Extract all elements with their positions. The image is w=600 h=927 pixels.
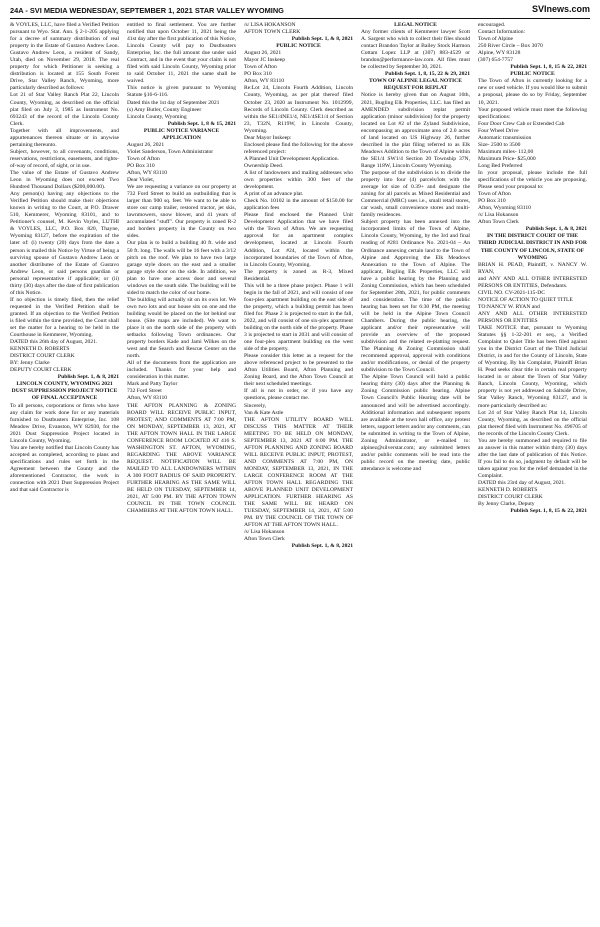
notice-paragraph: and ANY AND ALL OTHER INTERESTED PERSONS OR ENTITIES, Defendants.: [478, 275, 587, 289]
notice-paragraph: If all is not in order, or if you have any questions, please contact me.: [244, 388, 353, 402]
notice-paragraph: Notice is hereby given that on August 16th, 2021, Bugling Elk Properties, LLC. has filed an AMENDED subdivision replat permit application (minor subdivision) for the property located on Lot #2 of the Zyland Subdivision, encompassing an approximate area of 2.0 acres of land located on US Highway 26, further described in the plat filing referred to as Elk Meadows Addition to the Town of Alpine within the SE1/4 SW1/4 Section 20 Township 37N, Range 118W, Lincoln County Wyoming.: [361, 92, 470, 169]
notice-paragraph: Van & Kate Astle: [244, 409, 284, 416]
notice-paragraph: Publish Sept. 1, & 8, 2021: [57, 374, 119, 381]
notice-paragraph: Afton, WY 83110: [127, 169, 168, 176]
notice-paragraph: Ownership Deed.: [244, 162, 284, 169]
notice-paragraph: /s/ Lisa Hokanson: [478, 212, 519, 219]
notice-paragraph: Size- 2500 to 3500: [478, 141, 521, 148]
notice-paragraph: The Alpine Town Council will hold a public hearing thirty (30) days after the Planning & Zoning Commission public hearing. Alpine Town Council's Public Hearing date will be announced and will be advertised accordingly. Additional information and subsequent reports are available at the town hall office, any protest letters, support letters and/or any comments, can be submitted in writing to the Town of Alpine, Zoning Administrator, or e-mailed to: alpinez@silverstar.com; any submitted letters and/or public comments will be read into the public record on the meeting date, public attendance is welcome and: [361, 374, 470, 472]
notice-paragraph: IN THE DISTRICT COURT OF THE THIRD JUDICIAL DISTRICT IN AND FOR THE COUNTY OF LINCOLN, STATE OF WYOMING: [478, 233, 587, 261]
notice-paragraph: DISTRICT COURT CLERK: [10, 353, 75, 360]
column-2: [127, 22, 236, 922]
notice-paragraph: Afton Town Clerk: [478, 219, 519, 226]
notice-paragraph: entitled to final settlement. You are further notified that upon October 11, 2021 being the 41st day after the first publication of this Notice, Lincoln County will pay to Dustbusters Enterprise, Inc. the full amount due under said Contract, and in the event that your claim is not filed with said Lincoln County, Wyoming prior to said October 11, 2021 the same shall be waived.: [127, 22, 236, 85]
notice-paragraph: Your proposed vehicle must meet the following specifications:: [478, 106, 587, 120]
notice-paragraph: Mark and Patty Taylor: [127, 381, 178, 388]
legal-notices-page: [10, 22, 590, 922]
notice-paragraph: PO Box 310: [244, 71, 272, 78]
notice-paragraph: We are requesting a variance on our property at 732 Ford Street to build an outbuilding that is larger than 900 sq. feet. We want to be able to store our camp trailer, restored tractor, jet skis, lawnmowers, snow blower, and 41 years of accumulated "stuff". Our property is zoned R-2 and borders property in the County on two sides.: [127, 184, 236, 240]
page-header: [10, 4, 590, 18]
notice-paragraph: BY: Jenny Clarke: [10, 360, 50, 367]
notice-paragraph: DISTRICT COURT CLERK: [478, 494, 543, 501]
page-label: 24A - SVI MEDIA WEDNESDAY, SEPTEMBER 1, 2021 STAR VALLEY WYOMING: [10, 6, 284, 15]
notice-paragraph: Lot 24 of Star Valley Ranch Plat 14, Lincoln County, Wyoming, as described on the official plat thereof filed with Instrument No. 496705 of the records of the Lincoln County Clerk.: [478, 409, 587, 437]
notice-paragraph: Town of Alpine: [478, 36, 514, 43]
notice-paragraph: BRIAN H. PEAD, Plaintiff, v. NANCY W. RYAN,: [478, 261, 587, 275]
notice-paragraph: 732 Ford Street: [127, 388, 162, 395]
notice-paragraph: The building will actually sit on its own lot. We own two lots and our house sits on one and the building would be placed on the lot behind our house. (Site maps are included). We want to place it on the north side of the property with setbacks following Town ordinances. Our property borders Kade and Jami Wilkes on the west and the Search and Rescue Center on the north.: [127, 296, 236, 360]
notice-paragraph: & VOYLES, LLC, have filed a Verified Petition pursuant to Wyo. Stat. Ann. § 2-1-205 applying for a decree of summary distribution of real property in the Estate of Gustavo Andrew Leon. Gustavo Andrew Leon, a resident of Sandy, Utah, died on November 29, 2018. The real property for which Petitioner is seeking a distribution is located at 155 South Forest Drive, Star Valley Ranch, Wyoming, more particularly described as follows:: [10, 22, 119, 92]
notice-paragraph: A print of an advance plat.: [244, 191, 304, 198]
notice-paragraph: Lot 21 of Star Valley Ranch Plat 22, Lincoln County, Wyoming, as described on the official plat filed on July 3, 1985 as Instrument No. 693243 of the record of the Lincoln County Clerk.: [10, 92, 119, 127]
notice-paragraph: Any person(s) having any objections to the Verified Petition should make their objections known in writing to the Court, at P.O. Drawer 510, Kemmerer, Wyoming 83101, and to Petitioner's counsel, M. Kevin Voyles, LUTHI & VOYLES, LLC, P.O. Box 820, Thayne, Wyoming 83127, before the expiration of the later of: (i) twenty (20) days from the date a person is mailed this Notice by Virtue of being a surviving spouse of Gustavo Andrew Leon or another distributee of the Estate of Gustavo Andrew Leon, or said persons guardian or personal representative if applicable; or (ii) thirty (30) days after the date of first publication of this Notice.: [10, 191, 119, 296]
notice-paragraph: Four Wheel Drive: [478, 127, 519, 134]
notice-paragraph: Mayor JC Inskeep: [244, 57, 286, 64]
notice-paragraph: Publish Sept. 1, & 8, 2021: [525, 226, 587, 233]
notice-paragraph: All of the documents from the application are included. Thanks for your help and consideration in this matter.: [127, 360, 236, 381]
notice-paragraph: The property is zoned as R-3, Mixed Residential.: [244, 268, 353, 282]
notice-paragraph: THE AFTON UTILITY BOARD WILL DISCUSS THIS MATTER AT THEIR MEETING TO BE HELD ON MONDAY, SEPTEMBER 13, 2021 AT 6:00 PM. THE AFTON PLANNING AND ZONING BOARD WILL RECEIVE PUBLIC INPUT, PROTEST, AND COMMENTS AT 7:00 PM, ON MONDAY, SEPTEMBER 13, 2021, IN THE LARGE CONFERENCE ROOM AT THE AFTON TOWN HALL REGARDING THE ABOVE PLANNED UNIT DEVELOPMENT APPLICATION. FURTHER HEARING AS THE SAME WILL BE HEARD ON TUESDAY, SEPTEMBER 14, 2021, AT 5:00 PM. BY THE COUNCIL OF THE TOWN OF AFTON AT THE AFTON TOWN HALL.: [244, 416, 353, 529]
notice-paragraph: Dear Mayor Inskeep:: [244, 134, 292, 141]
notice-paragraph: /s/ Lisa Hokanson: [244, 529, 285, 536]
notice-paragraph: This will be a three phase project. Phase 1 will begin in the fall of 2021, and will consist of one four-plex apartment building on the east side of the property, which a building permit has been filed for. Phase 2 is projected to start in the fall, 2022, and will consist of one six-plex apartment building on the north side of the property. Phase 3 is projected to start in 2031 and will consist of one four-plex apartment building on the west side of the property.: [244, 282, 353, 353]
notice-paragraph: Lincoln County, Wyoming: [127, 113, 187, 120]
notice-paragraph: /s/ LISA HOKANSON: [244, 22, 296, 28]
notice-paragraph: If no objection is timely filed, then the relief requested in the Verified Petition shall be granted. If an objection to the Verified Petition is filed within the time provided, the Court shall set the matter for a hearing to be held in the Courthouse in Kemmerer, Wyoming.: [10, 296, 119, 339]
notice-paragraph: (s) Amy Butler, County Engineer: [127, 106, 202, 113]
notice-paragraph: The purpose of the subdivision is to divide the property into four (4) parcels/lots with the average lot size of 0.39+ and designate the zoning for all parcels as Mixed Residential and Commercial (MRC) uses i.e., small retail stores, car wash, small convenience stores and multi-family residences.: [361, 169, 470, 219]
notice-paragraph: KENNETH D. ROBERTS: [478, 487, 538, 494]
notice-paragraph: Town of Afton: [478, 191, 511, 198]
notice-paragraph: Dated this the 1st day of September 2021: [127, 99, 220, 106]
notice-paragraph: DATED this 26th day of August, 2021.: [10, 339, 98, 346]
notice-paragraph: PUBLIC NOTICE: [510, 71, 555, 78]
notice-paragraph: August 26, 2021: [127, 141, 165, 148]
notice-paragraph: CIVIL NO. CV-2021-115-DC: [478, 289, 545, 296]
notice-paragraph: KENNETH D. ROBERTS: [10, 346, 70, 353]
notice-paragraph: encouraged.: [478, 22, 506, 28]
notice-paragraph: Afton, Wyoming 83110: [478, 205, 531, 212]
notice-paragraph: Subject, however, to all covenants, conditions, reservations, restrictions, easements, and rights-of-way of record, of sight, or in use.: [10, 148, 119, 169]
notice-paragraph: Please find enclosed the Planned Unit Development Application that we have filed with the Town of Afton. We are requesting approval for an apartment complex development, located at Lincoln Fourth Addition, Lot #24, located within the incorporated boundaries of the Town of Afton, in Lincoln County, Wyoming.: [244, 212, 353, 268]
notice-paragraph: Our plan is to build a building 40 ft. wide and 50 ft. long. The walls will be 16 feet with a 3/12 pitch on the roof. We plan to have two large garage style doors on the east and a smaller garage style door on the side. In addition, we plan to have one access door and several windows on the south side. The building will be sided to match the color of our home.: [127, 240, 236, 296]
notice-paragraph: You are hereby notified that Lincoln County has accepted as completed, according to plans and specifications and rules set forth in the Agreement between the County and the aforementioned Contractor, the work in connection with 2021 Dust Suppression Project and that said Contractor is: [10, 444, 119, 494]
notice-paragraph: PUBLIC NOTICE: [276, 43, 321, 50]
notice-paragraph: ANY AND ALL OTHER INTERESTED PERSONS OR ENTITIES: [478, 310, 587, 324]
notice-paragraph: Town of Afton: [244, 64, 277, 71]
notice-paragraph: DEPUTY COURT CLERK: [10, 367, 72, 374]
notice-paragraph: Publish Sept. 1, 8, 15 & 22, 2021: [510, 508, 587, 515]
notice-paragraph: Contact Information:: [478, 29, 526, 36]
notice-paragraph: Publish Sept. 1, & 8, 2021: [291, 36, 353, 43]
notice-paragraph: Maximum miles- 112,00: [478, 148, 534, 155]
notice-paragraph: PO Box 310: [127, 162, 155, 169]
notice-paragraph: Please consider this letter as a request for the above referenced project to be presented to the Afton Utilities Board, Afton Planning and Zoning Board, and the Afton Town Council at their next scheduled meetings.: [244, 353, 353, 388]
notice-paragraph: DATED this 23rd day of August, 2021.: [478, 480, 566, 487]
notice-paragraph: TAKE NOTICE that, pursuant to Wyoming Statutes §§ 1-32-201 et seq., a Verified Complaint to Quiet Title has been filed against you in the District Court of the Third Judicial District, in and for the County of Lincoln, State of Wyoming. By his Complaint, Plaintiff Brian H. Pead seeks clear title in certain real property located in or about the Town of Star Valley Ranch, Lincoln County, Wyoming, which property is not yet addressed on Saltside Drive, Star Valley Ranch, Wyoming 83127, and is more particularly described as:: [478, 325, 587, 409]
notice-paragraph: The value of the Estate of Gustavo Andrew Leon in Wyoming does not exceed Two Hundred Thousand Dollars ($200,000.00).: [10, 169, 119, 191]
notice-paragraph: PUBLIC NOTICE VARIANCE APPLICATION: [143, 127, 220, 141]
notice-paragraph: Enclosed please find the following for the above referenced project:: [244, 141, 353, 155]
site-name: SVInews.com: [531, 4, 590, 14]
notice-paragraph: A list of landowners and mailing addresses who own properties within 300 feet of the development.: [244, 169, 353, 191]
notice-paragraph: Any former clients of Kemmerer lawyer Scott A. Sargent who wish to collect their files should contact Brandon Taylor at Bailey Stock Harmon Cottam Lopez LLP at (307) 883-4529 or brandon@performance-law.com. All files must be collected by September 30, 2021.: [361, 29, 470, 71]
column-4: [361, 22, 470, 922]
notice-paragraph: Together with all improvements, and appurtenances thereon situate or in anywise pertaining thereunto.: [10, 127, 119, 148]
notice-paragraph: Dear Violet,: [127, 177, 155, 184]
notice-paragraph: Alpine, WY 83128: [478, 50, 521, 57]
notice-paragraph: By Jenny Clarke, Deputy: [478, 501, 535, 508]
notice-paragraph: LINCOLN COUNTY, WYOMING 2021 DUST SUPPRESSION PROJECT NOTICE OF FINAL ACCEPTANCE: [11, 381, 118, 402]
notice-paragraph: Publish Sept. 1, 8, 15 & 22, 2021: [510, 64, 587, 71]
notice-paragraph: The Town of Afton is currently looking for a new or used vehicle. If you would like to submit a proposal, please do so by Friday, September 10, 2021.: [478, 78, 587, 106]
notice-paragraph: Afton, WY 83110: [127, 395, 168, 402]
notice-paragraph: PO Box 310: [478, 198, 506, 205]
notice-paragraph: In your proposal, please include the full specifications of the vehicle you are proposing. Please send your proposal to:: [478, 169, 587, 191]
notice-paragraph: Violet Sanderson, Town Administrator: [127, 148, 214, 155]
column-1: [10, 22, 119, 922]
notice-paragraph: Maximum Price- $25,000: [478, 155, 536, 162]
notice-paragraph: TOWN OF ALPINE LEGAL NOTICE REQUEST FOR REPLAT: [369, 78, 462, 92]
notice-paragraph: Subject property has been annexed into the incorporated limits of the Town of Alpine, Lincoln County, Wyoming, by the 3rd and final reading of #281 Ordinance No. 2021-04 – An Ordinance annexing certain land to the Town of Alpine and Approving the Elk Meadows Annexation to the Town of Alpine. The applicant, Bugling Elk Properties, LLC will have a public hearing by the Planning and Zoning Commission, which has been scheduled for September 28th, 2021, for public comments and consideration. The time of the public hearing has been set for 6:30 PM, the meeting will be held in the Alpine Town Council Chambers. During the public hearing, the applicant and/or their representative will provide an overview of the proposed subdivision and the related re-platting request. The Planning & Zoning Commission shall recommend approval, approval with conditions and/or modifications, or denial of the property subdivision to the Town Council.: [361, 219, 470, 374]
notice-paragraph: You are hereby summoned and required to file an answer in this matter within thirty (30) days after the last date of publication of this Notice. If you fail to do so, judgment by default will be taken against you for the relief demanded in the Complaint.: [478, 437, 587, 479]
notice-paragraph: TO:NANCY W. RYAN and: [478, 303, 540, 310]
notice-paragraph: 250 River Circle – Box 3070: [478, 43, 543, 50]
notice-paragraph: AFTON TOWN CLERK: [244, 29, 301, 36]
column-3: [244, 22, 353, 922]
notice-paragraph: LEGAL NOTICE: [394, 22, 437, 28]
notice-paragraph: Town of Afton: [127, 155, 160, 162]
notice-paragraph: Check No. 10102 in the amount of $150.00 for application fees: [244, 198, 353, 212]
notice-paragraph: Publish Sept. 1, 8, 15, 22 & 29, 2021: [384, 71, 470, 78]
notice-paragraph: (307) 654-7757: [478, 57, 513, 64]
notice-paragraph: Automatic transmission: [478, 134, 532, 141]
column-5: [478, 22, 587, 922]
notice-paragraph: Four Door Crew Cab or Extended Cab: [478, 120, 565, 127]
notice-paragraph: Long Bed Preferred: [478, 162, 523, 169]
notice-paragraph: Re:Lot 24, Lincoln Fourth Addition, Lincoln County, Wyoming, as per plat thereof filed October 23, 2020 as Instrument No. 1012999, Records of Lincoln County. Clerk described as within the SE1/4NE1/4, NE1/4SE1/4 of Section 23, T32N, R119W, in Lincoln County, Wyoming.: [244, 85, 353, 134]
header-rule: [10, 18, 590, 19]
notice-paragraph: This notice is given pursuant to Wyoming Statute §16-6-116.: [127, 85, 236, 99]
notice-paragraph: To all persons, corporations or firms who have any claim for work done for or any materials furnished to Dustbusters Enterprise, Inc. 108 Meadow Drive, Evanston, WY 82930, for the 2021 Dust Suppression Project located in Lincoln County, Wyoming.: [10, 402, 119, 444]
notice-paragraph: A Planned Unit Development Application.: [244, 155, 339, 162]
notice-paragraph: August 26, 2021: [244, 50, 282, 57]
notice-paragraph: Publish Sept. 1, 8 & 15, 2021: [167, 120, 236, 127]
notice-paragraph: NOTICE OF ACTION TO QUIET TITLE: [478, 296, 573, 303]
notice-paragraph: Afton, WY 83110: [244, 78, 285, 85]
notice-paragraph: Sincerely,: [244, 402, 267, 409]
notice-paragraph: THE AFTON PLANNING & ZONING BOARD WILL RECEIVE PUBLIC INPUT, PROTEST, AND COMMENTS AT 7:00 PM, ON MONDAY, SEPTEMBER 13, 2021, AT THE AFTON TOWN HALL IN THE LARGE CONFERENCE ROOM LOCATED AT 416 S. WASHINGTON ST. AFTON, WYOMING, REGARDING THE ABOVE VARIANCE REQUEST. NOTIFICATION WILL BE MAILED TO ALL LANDOWNERS WITHIN A 300 FOOT RADIUS OF SAID PROPERTY. FURTHER HEARING AS THE SAME WILL BE HELD ON TUESDAY, SEPTEMBER 14, 2021, AT 5:00 PM. BY THE AFTON TOWN COUNCIL IN THE TOWN COUNCIL CHAMBERS AT THE AFTON TOWN HALL.: [127, 402, 236, 515]
notice-paragraph: Publish Sept. 1, & 8, 2021: [291, 543, 353, 550]
notice-paragraph: Afton Town Clerk: [244, 536, 285, 543]
